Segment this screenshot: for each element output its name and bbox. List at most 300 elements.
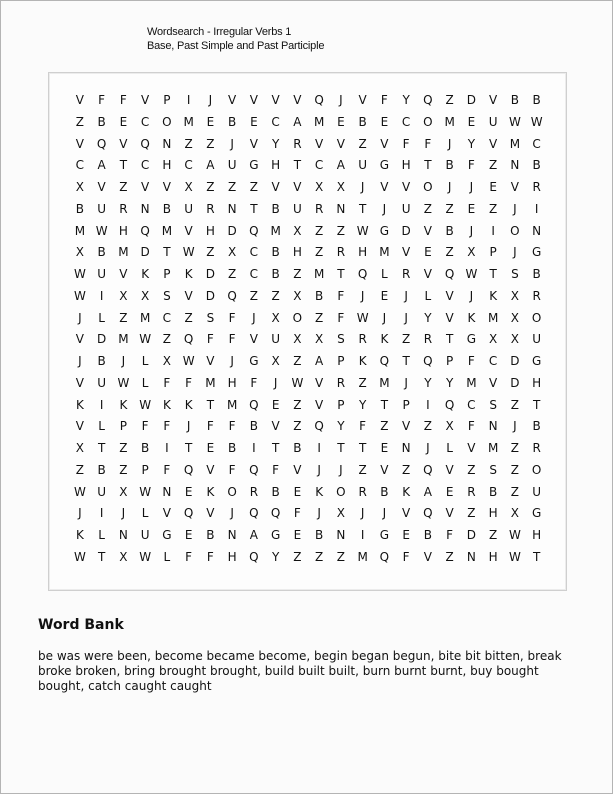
grid-cell-r6-c11[interactable]: U [292, 201, 302, 216]
grid-cell-r18-c20[interactable]: S [489, 462, 497, 477]
grid-cell-r9-c7[interactable]: D [205, 267, 215, 281]
grid-cell-r14-c12[interactable]: V [315, 375, 324, 390]
grid-cell-r10-c4[interactable]: X [141, 288, 150, 303]
grid-cell-r4-c17[interactable]: T [424, 158, 432, 173]
grid-cell-r14-c8[interactable]: H [227, 375, 237, 390]
grid-cell-r11-c20[interactable]: M [487, 310, 499, 325]
grid-cell-r16-c16[interactable]: V [402, 419, 411, 434]
grid-cell-r18-c9[interactable]: Q [249, 462, 259, 477]
grid-cell-r9-c13[interactable]: T [337, 267, 345, 281]
grid-cell-r5-c18[interactable]: J [447, 180, 452, 194]
grid-cell-r2-c6[interactable]: M [183, 114, 194, 129]
grid-cell-r3-c10[interactable]: Y [271, 136, 280, 151]
grid-cell-r5-c3[interactable]: Z [119, 180, 128, 194]
grid-cell-r17-c13[interactable]: T [337, 441, 345, 455]
grid-cell-r12-c22[interactable]: U [532, 332, 542, 347]
grid-cell-r8-c15[interactable]: M [379, 245, 390, 260]
grid-cell-r7-c9[interactable]: Q [249, 223, 259, 238]
grid-cell-r8-c14[interactable]: H [358, 245, 368, 260]
grid-cell-r5-c8[interactable]: Z [228, 180, 237, 194]
grid-cell-r15-c20[interactable]: S [489, 397, 497, 412]
grid-cell-r2-c20[interactable]: U [488, 114, 498, 129]
grid-cell-r17-c6[interactable]: T [184, 441, 193, 455]
grid-cell-r5-c21[interactable]: V [510, 180, 519, 194]
grid-cell-r9-c15[interactable]: L [381, 267, 388, 281]
grid-cell-r20-c5[interactable]: V [162, 506, 171, 521]
grid-cell-r14-c18[interactable]: Y [445, 375, 454, 390]
grid-cell-r9-c21[interactable]: S [511, 267, 519, 281]
grid-cell-r7-c20[interactable]: I [491, 223, 495, 238]
grid-cell-r3-c5[interactable]: N [162, 136, 172, 151]
grid-cell-r10-c14[interactable]: J [360, 288, 365, 303]
grid-cell-r19-c22[interactable]: U [532, 484, 542, 499]
grid-cell-r19-c6[interactable]: E [184, 484, 193, 499]
grid-cell-r1-c18[interactable]: Z [445, 93, 454, 107]
grid-cell-r17-c4[interactable]: B [141, 441, 150, 455]
grid-cell-r19-c20[interactable]: B [489, 484, 498, 499]
grid-cell-r18-c8[interactable]: F [228, 462, 236, 477]
grid-cell-r12-c9[interactable]: V [249, 332, 258, 347]
grid-cell-r15-c14[interactable]: Y [358, 397, 367, 412]
grid-cell-r1-c21[interactable]: B [510, 93, 519, 107]
grid-cell-r5-c19[interactable]: J [469, 180, 474, 194]
grid-cell-r7-c3[interactable]: H [118, 223, 128, 238]
grid-cell-r19-c10[interactable]: B [271, 484, 280, 499]
grid-cell-r9-c14[interactable]: Q [357, 267, 368, 281]
grid-cell-r13-c5[interactable]: X [162, 354, 171, 368]
grid-cell-r4-c16[interactable]: H [401, 158, 411, 173]
grid-cell-r5-c22[interactable]: R [532, 180, 541, 194]
grid-cell-r13-c19[interactable]: F [467, 354, 475, 368]
grid-cell-r10-c19[interactable]: J [469, 288, 474, 303]
grid-cell-r5-c6[interactable]: X [184, 180, 193, 194]
grid-cell-r3-c11[interactable]: R [293, 136, 302, 151]
grid-cell-r8-c21[interactable]: J [513, 245, 517, 260]
grid-cell-r7-c22[interactable]: N [532, 223, 542, 238]
grid-cell-r11-c9[interactable]: J [252, 310, 256, 325]
grid-cell-r17-c18[interactable]: L [446, 441, 453, 455]
grid-cell-r1-c9[interactable]: V [249, 93, 258, 107]
grid-cell-r9-c11[interactable]: Z [293, 267, 302, 281]
grid-cell-r1-c1[interactable]: V [75, 93, 84, 107]
grid-cell-r4-c11[interactable]: T [293, 158, 302, 173]
grid-cell-r1-c20[interactable]: V [489, 93, 498, 107]
grid-cell-r9-c4[interactable]: K [141, 267, 150, 281]
grid-cell-r13-c6[interactable]: W [182, 354, 195, 368]
grid-cell-r1-c17[interactable]: Q [423, 93, 433, 107]
grid-cell-r4-c21[interactable]: N [510, 158, 520, 173]
grid-cell-r22-c16[interactable]: F [402, 549, 410, 564]
grid-cell-r15-c19[interactable]: C [467, 397, 476, 412]
grid-cell-r2-c22[interactable]: W [530, 114, 543, 129]
grid-cell-r9-c6[interactable]: K [184, 267, 193, 281]
grid-cell-r1-c15[interactable]: F [380, 93, 388, 107]
grid-cell-r5-c12[interactable]: X [315, 180, 324, 194]
grid-cell-r15-c3[interactable]: K [119, 397, 128, 412]
grid-cell-r17-c2[interactable]: T [97, 441, 106, 455]
grid-cell-r1-c13[interactable]: J [339, 93, 343, 107]
grid-cell-r13-c4[interactable]: L [141, 354, 149, 368]
grid-cell-r10-c21[interactable]: X [510, 288, 519, 303]
grid-cell-r22-c2[interactable]: T [97, 549, 106, 564]
grid-cell-r1-c11[interactable]: V [293, 93, 302, 107]
grid-cell-r6-c6[interactable]: U [184, 201, 194, 216]
grid-cell-r13-c10[interactable]: X [271, 354, 280, 368]
grid-cell-r11-c12[interactable]: Z [315, 310, 324, 325]
grid-cell-r9-c10[interactable]: B [271, 267, 280, 281]
grid-cell-r9-c22[interactable]: B [532, 267, 541, 281]
grid-cell-r5-c10[interactable]: V [271, 180, 280, 194]
grid-cell-r2-c10[interactable]: C [271, 114, 280, 129]
grid-cell-r19-c5[interactable]: N [162, 484, 172, 499]
grid-cell-r10-c17[interactable]: L [424, 288, 432, 303]
grid-cell-r22-c19[interactable]: N [466, 549, 476, 564]
grid-cell-r8-c20[interactable]: P [489, 245, 497, 260]
grid-cell-r3-c13[interactable]: V [336, 136, 345, 151]
grid-cell-r1-c6[interactable]: I [186, 93, 191, 107]
grid-cell-r1-c22[interactable]: B [532, 93, 541, 107]
grid-cell-r8-c13[interactable]: R [336, 245, 346, 260]
grid-cell-r17-c16[interactable]: N [401, 441, 411, 455]
grid-cell-r8-c1[interactable]: X [75, 245, 84, 260]
grid-cell-r6-c21[interactable]: J [513, 201, 517, 216]
grid-cell-r12-c13[interactable]: S [337, 332, 345, 347]
grid-cell-r16-c1[interactable]: V [75, 419, 84, 434]
grid-cell-r17-c12[interactable]: I [317, 441, 321, 455]
grid-cell-r22-c9[interactable]: Q [249, 549, 259, 564]
grid-cell-r21-c8[interactable]: N [227, 528, 237, 542]
grid-cell-r10-c7[interactable]: D [205, 288, 215, 303]
grid-cell-r13-c21[interactable]: D [510, 354, 520, 368]
grid-cell-r6-c12[interactable]: R [314, 201, 324, 216]
grid-cell-r14-c13[interactable]: R [336, 375, 346, 390]
grid-cell-r20-c1[interactable]: J [78, 506, 82, 521]
grid-cell-r15-c9[interactable]: Q [249, 397, 259, 412]
grid-cell-r22-c17[interactable]: V [423, 549, 432, 564]
grid-cell-r13-c3[interactable]: J [121, 354, 126, 368]
grid-cell-r16-c9[interactable]: B [249, 419, 258, 434]
grid-cell-r10-c5[interactable]: S [163, 288, 171, 303]
grid-cell-r6-c18[interactable]: Z [445, 201, 454, 216]
grid-cell-r13-c18[interactable]: P [446, 354, 454, 368]
grid-cell-r2-c8[interactable]: B [228, 114, 237, 129]
grid-cell-r4-c8[interactable]: U [227, 158, 237, 173]
grid-cell-r4-c14[interactable]: U [358, 158, 368, 173]
grid-cell-r20-c3[interactable]: J [121, 506, 126, 521]
grid-cell-r14-c4[interactable]: L [141, 375, 149, 390]
grid-cell-r20-c8[interactable]: J [230, 506, 234, 521]
grid-cell-r21-c6[interactable]: E [184, 528, 193, 542]
grid-cell-r14-c16[interactable]: J [404, 375, 408, 390]
grid-cell-r8-c4[interactable]: D [140, 245, 150, 260]
grid-cell-r22-c3[interactable]: X [119, 549, 128, 564]
grid-cell-r3-c3[interactable]: V [119, 136, 128, 151]
grid-cell-r6-c4[interactable]: N [140, 201, 150, 216]
grid-cell-r7-c4[interactable]: Q [140, 223, 150, 238]
grid-cell-r7-c19[interactable]: J [469, 223, 474, 238]
grid-cell-r3-c12[interactable]: V [315, 136, 324, 151]
grid-cell-r20-c7[interactable]: V [206, 506, 215, 521]
grid-cell-r20-c20[interactable]: H [488, 506, 498, 521]
grid-cell-r14-c19[interactable]: M [466, 375, 477, 390]
grid-cell-r15-c4[interactable]: W [139, 397, 152, 412]
grid-cell-r9-c1[interactable]: W [73, 267, 86, 281]
grid-cell-r11-c2[interactable]: L [98, 310, 105, 325]
grid-cell-r10-c13[interactable]: F [337, 288, 345, 303]
grid-cell-r20-c9[interactable]: Q [249, 506, 259, 521]
grid-cell-r16-c10[interactable]: V [271, 419, 280, 434]
grid-cell-r18-c21[interactable]: Z [510, 462, 519, 477]
grid-cell-r3-c15[interactable]: V [380, 136, 389, 151]
grid-cell-r14-c15[interactable]: M [379, 375, 390, 390]
grid-cell-r19-c15[interactable]: B [380, 484, 389, 499]
grid-cell-r9-c18[interactable]: Q [444, 267, 455, 281]
grid-cell-r20-c15[interactable]: J [382, 506, 387, 521]
grid-cell-r18-c11[interactable]: V [293, 462, 302, 477]
grid-cell-r12-c8[interactable]: F [228, 332, 236, 347]
grid-cell-r17-c15[interactable]: E [380, 441, 389, 455]
grid-cell-r10-c2[interactable]: I [99, 288, 104, 303]
grid-cell-r17-c5[interactable]: I [165, 441, 169, 455]
grid-cell-r12-c5[interactable]: Z [162, 332, 171, 347]
grid-cell-r8-c3[interactable]: M [118, 245, 129, 260]
grid-cell-r5-c17[interactable]: O [423, 180, 433, 194]
grid-cell-r9-c2[interactable]: U [97, 267, 107, 281]
grid-cell-r7-c11[interactable]: X [293, 223, 302, 238]
grid-cell-r22-c5[interactable]: L [163, 549, 171, 564]
grid-cell-r11-c10[interactable]: X [271, 310, 280, 325]
grid-cell-r3-c18[interactable]: J [447, 136, 452, 151]
grid-cell-r5-c15[interactable]: V [380, 180, 389, 194]
grid-cell-r16-c6[interactable]: J [186, 419, 191, 434]
grid-cell-r3-c7[interactable]: Z [206, 136, 215, 151]
grid-cell-r7-c14[interactable]: W [356, 223, 369, 238]
grid-cell-r7-c10[interactable]: M [270, 223, 281, 238]
grid-cell-r19-c13[interactable]: O [336, 484, 346, 499]
grid-cell-r11-c13[interactable]: F [337, 310, 345, 325]
grid-cell-r17-c22[interactable]: R [532, 441, 541, 455]
grid-cell-r21-c12[interactable]: B [315, 528, 324, 542]
grid-cell-r18-c16[interactable]: Z [402, 462, 411, 477]
grid-cell-r16-c21[interactable]: J [513, 419, 517, 434]
grid-cell-r13-c8[interactable]: J [230, 354, 234, 368]
grid-cell-r2-c12[interactable]: M [313, 114, 325, 129]
grid-cell-r15-c15[interactable]: T [380, 397, 389, 412]
grid-cell-r19-c16[interactable]: K [402, 484, 411, 499]
grid-cell-r22-c7[interactable]: F [206, 549, 214, 564]
grid-cell-r3-c14[interactable]: Z [358, 136, 367, 151]
grid-cell-r18-c7[interactable]: V [206, 462, 215, 477]
grid-cell-r8-c12[interactable]: Z [315, 245, 324, 260]
grid-cell-r20-c18[interactable]: V [445, 506, 454, 521]
grid-cell-r16-c13[interactable]: Y [337, 419, 345, 434]
grid-cell-r7-c17[interactable]: V [423, 223, 432, 238]
grid-cell-r3-c2[interactable]: Q [96, 136, 107, 151]
grid-cell-r2-c13[interactable]: E [337, 114, 345, 129]
grid-cell-r5-c5[interactable]: V [162, 180, 171, 194]
grid-cell-r1-c2[interactable]: F [98, 93, 106, 107]
grid-cell-r17-c20[interactable]: M [487, 441, 499, 455]
grid-cell-r11-c11[interactable]: O [292, 310, 303, 325]
grid-cell-r7-c7[interactable]: H [205, 223, 215, 238]
grid-cell-r7-c5[interactable]: M [161, 223, 173, 238]
grid-cell-r18-c14[interactable]: Z [358, 462, 367, 477]
grid-cell-r12-c15[interactable]: K [380, 332, 389, 347]
grid-cell-r18-c3[interactable]: Z [119, 462, 128, 477]
grid-cell-r2-c9[interactable]: E [250, 114, 258, 129]
grid-cell-r13-c11[interactable]: Z [293, 354, 302, 368]
grid-cell-r20-c10[interactable]: Q [270, 506, 281, 521]
grid-cell-r14-c2[interactable]: U [97, 375, 107, 390]
grid-cell-r21-c15[interactable]: G [379, 528, 390, 542]
grid-cell-r10-c10[interactable]: Z [271, 288, 280, 303]
grid-cell-r12-c11[interactable]: X [293, 332, 302, 347]
grid-cell-r8-c2[interactable]: B [97, 245, 106, 260]
grid-cell-r10-c6[interactable]: V [184, 288, 193, 303]
grid-cell-r3-c16[interactable]: F [402, 136, 410, 151]
grid-cell-r7-c21[interactable]: O [510, 223, 520, 238]
grid-cell-r9-c8[interactable]: Z [228, 267, 237, 281]
grid-cell-r3-c4[interactable]: Q [140, 136, 150, 151]
grid-cell-r21-c21[interactable]: W [508, 528, 521, 542]
grid-cell-r19-c1[interactable]: W [73, 484, 86, 499]
grid-cell-r22-c10[interactable]: Y [271, 549, 280, 564]
grid-cell-r4-c10[interactable]: H [271, 158, 281, 173]
grid-cell-r1-c8[interactable]: V [228, 93, 237, 107]
grid-cell-r22-c14[interactable]: M [357, 549, 368, 564]
grid-cell-r18-c19[interactable]: Z [467, 462, 476, 477]
grid-cell-r8-c22[interactable]: G [531, 245, 542, 260]
grid-cell-r19-c9[interactable]: R [249, 484, 259, 499]
grid-cell-r19-c7[interactable]: K [206, 484, 215, 499]
grid-cell-r15-c10[interactable]: E [271, 397, 280, 412]
grid-cell-r3-c9[interactable]: V [249, 136, 258, 151]
grid-cell-r18-c18[interactable]: V [445, 462, 454, 477]
grid-cell-r13-c14[interactable]: K [358, 354, 367, 368]
grid-cell-r2-c15[interactable]: E [380, 114, 389, 129]
grid-cell-r19-c17[interactable]: A [423, 484, 432, 499]
grid-cell-r14-c6[interactable]: F [185, 375, 193, 390]
grid-cell-r1-c14[interactable]: V [358, 93, 367, 107]
grid-cell-r4-c3[interactable]: T [119, 158, 128, 173]
grid-cell-r4-c15[interactable]: G [379, 158, 390, 173]
grid-cell-r13-c1[interactable]: J [78, 354, 82, 368]
grid-cell-r2-c16[interactable]: C [401, 114, 411, 129]
grid-cell-r15-c1[interactable]: K [75, 397, 84, 412]
grid-cell-r20-c19[interactable]: Z [467, 506, 476, 521]
grid-cell-r21-c3[interactable]: N [118, 528, 128, 542]
grid-cell-r21-c14[interactable]: I [360, 528, 365, 542]
grid-cell-r18-c17[interactable]: Q [423, 462, 433, 477]
grid-cell-r11-c8[interactable]: F [228, 310, 236, 325]
grid-cell-r8-c18[interactable]: Z [445, 245, 454, 260]
grid-cell-r3-c20[interactable]: V [489, 136, 498, 151]
grid-cell-r4-c18[interactable]: B [445, 158, 454, 173]
grid-cell-r11-c4[interactable]: M [139, 310, 151, 325]
grid-cell-r13-c15[interactable]: Q [379, 354, 390, 368]
grid-cell-r20-c22[interactable]: G [531, 506, 542, 521]
grid-cell-r20-c12[interactable]: J [317, 506, 321, 521]
grid-cell-r9-c12[interactable]: M [313, 267, 325, 281]
grid-cell-r15-c16[interactable]: P [402, 397, 410, 412]
grid-cell-r3-c1[interactable]: V [75, 136, 84, 151]
grid-cell-r8-c9[interactable]: C [249, 245, 259, 260]
grid-cell-r22-c11[interactable]: Z [293, 549, 302, 564]
grid-cell-r8-c6[interactable]: W [182, 245, 195, 260]
grid-cell-r17-c7[interactable]: E [206, 441, 215, 455]
grid-cell-r13-c16[interactable]: T [402, 354, 410, 368]
grid-cell-r6-c7[interactable]: R [206, 201, 215, 216]
grid-cell-r15-c22[interactable]: T [532, 397, 541, 412]
grid-cell-r6-c1[interactable]: B [75, 201, 84, 216]
grid-cell-r18-c2[interactable]: B [97, 462, 106, 477]
grid-cell-r8-c5[interactable]: T [163, 245, 171, 260]
grid-cell-r22-c6[interactable]: F [185, 549, 193, 564]
grid-cell-r10-c18[interactable]: V [445, 288, 454, 303]
grid-cell-r8-c11[interactable]: H [292, 245, 302, 260]
grid-cell-r16-c19[interactable]: F [467, 419, 475, 434]
grid-cell-r21-c16[interactable]: E [402, 528, 410, 542]
grid-cell-r5-c4[interactable]: V [141, 180, 150, 194]
grid-cell-r14-c11[interactable]: W [291, 375, 304, 390]
grid-cell-r6-c8[interactable]: N [227, 201, 237, 216]
grid-cell-r10-c20[interactable]: K [489, 288, 498, 303]
grid-cell-r17-c3[interactable]: Z [119, 441, 128, 455]
grid-cell-r17-c9[interactable]: I [252, 441, 256, 455]
grid-cell-r19-c4[interactable]: W [139, 484, 152, 499]
grid-cell-r13-c2[interactable]: B [97, 354, 106, 368]
grid-cell-r5-c9[interactable]: Z [249, 180, 258, 194]
grid-cell-r21-c4[interactable]: U [140, 528, 150, 542]
grid-cell-r2-c4[interactable]: C [140, 114, 150, 129]
grid-cell-r2-c21[interactable]: W [508, 114, 521, 129]
grid-cell-r11-c1[interactable]: J [78, 310, 82, 325]
grid-cell-r14-c5[interactable]: F [163, 375, 171, 390]
grid-cell-r14-c20[interactable]: V [489, 375, 498, 390]
grid-cell-r15-c8[interactable]: M [226, 397, 238, 412]
grid-cell-r22-c1[interactable]: W [73, 549, 86, 564]
grid-cell-r4-c7[interactable]: A [206, 158, 215, 173]
grid-cell-r9-c5[interactable]: P [163, 267, 171, 281]
grid-cell-r18-c12[interactable]: J [317, 462, 321, 477]
grid-cell-r6-c13[interactable]: N [336, 201, 346, 216]
grid-cell-r3-c8[interactable]: J [230, 136, 234, 151]
grid-cell-r8-c16[interactable]: V [402, 245, 411, 260]
grid-cell-r20-c21[interactable]: X [510, 506, 519, 521]
grid-cell-r9-c16[interactable]: R [401, 267, 411, 281]
grid-cell-r15-c11[interactable]: Z [293, 397, 302, 412]
grid-cell-r16-c22[interactable]: B [532, 419, 541, 434]
grid-cell-r21-c9[interactable]: A [249, 528, 258, 542]
grid-cell-r21-c1[interactable]: K [75, 528, 84, 542]
grid-cell-r15-c7[interactable]: T [206, 397, 215, 412]
grid-cell-r17-c17[interactable]: J [426, 441, 430, 455]
grid-cell-r6-c9[interactable]: T [250, 201, 258, 216]
grid-cell-r2-c11[interactable]: A [293, 114, 302, 129]
grid-cell-r10-c1[interactable]: W [73, 288, 86, 303]
grid-cell-r20-c11[interactable]: F [293, 506, 301, 521]
grid-cell-r4-c12[interactable]: C [314, 158, 324, 173]
grid-cell-r18-c10[interactable]: F [272, 462, 280, 477]
grid-cell-r6-c10[interactable]: B [271, 201, 280, 216]
grid-cell-r16-c7[interactable]: F [206, 419, 214, 434]
grid-cell-r10-c11[interactable]: X [293, 288, 302, 303]
grid-cell-r9-c17[interactable]: V [423, 267, 432, 281]
grid-cell-r20-c16[interactable]: V [402, 506, 411, 521]
grid-cell-r21-c17[interactable]: B [423, 528, 432, 542]
grid-cell-r11-c6[interactable]: Z [184, 310, 193, 325]
grid-cell-r13-c9[interactable]: G [249, 354, 259, 368]
